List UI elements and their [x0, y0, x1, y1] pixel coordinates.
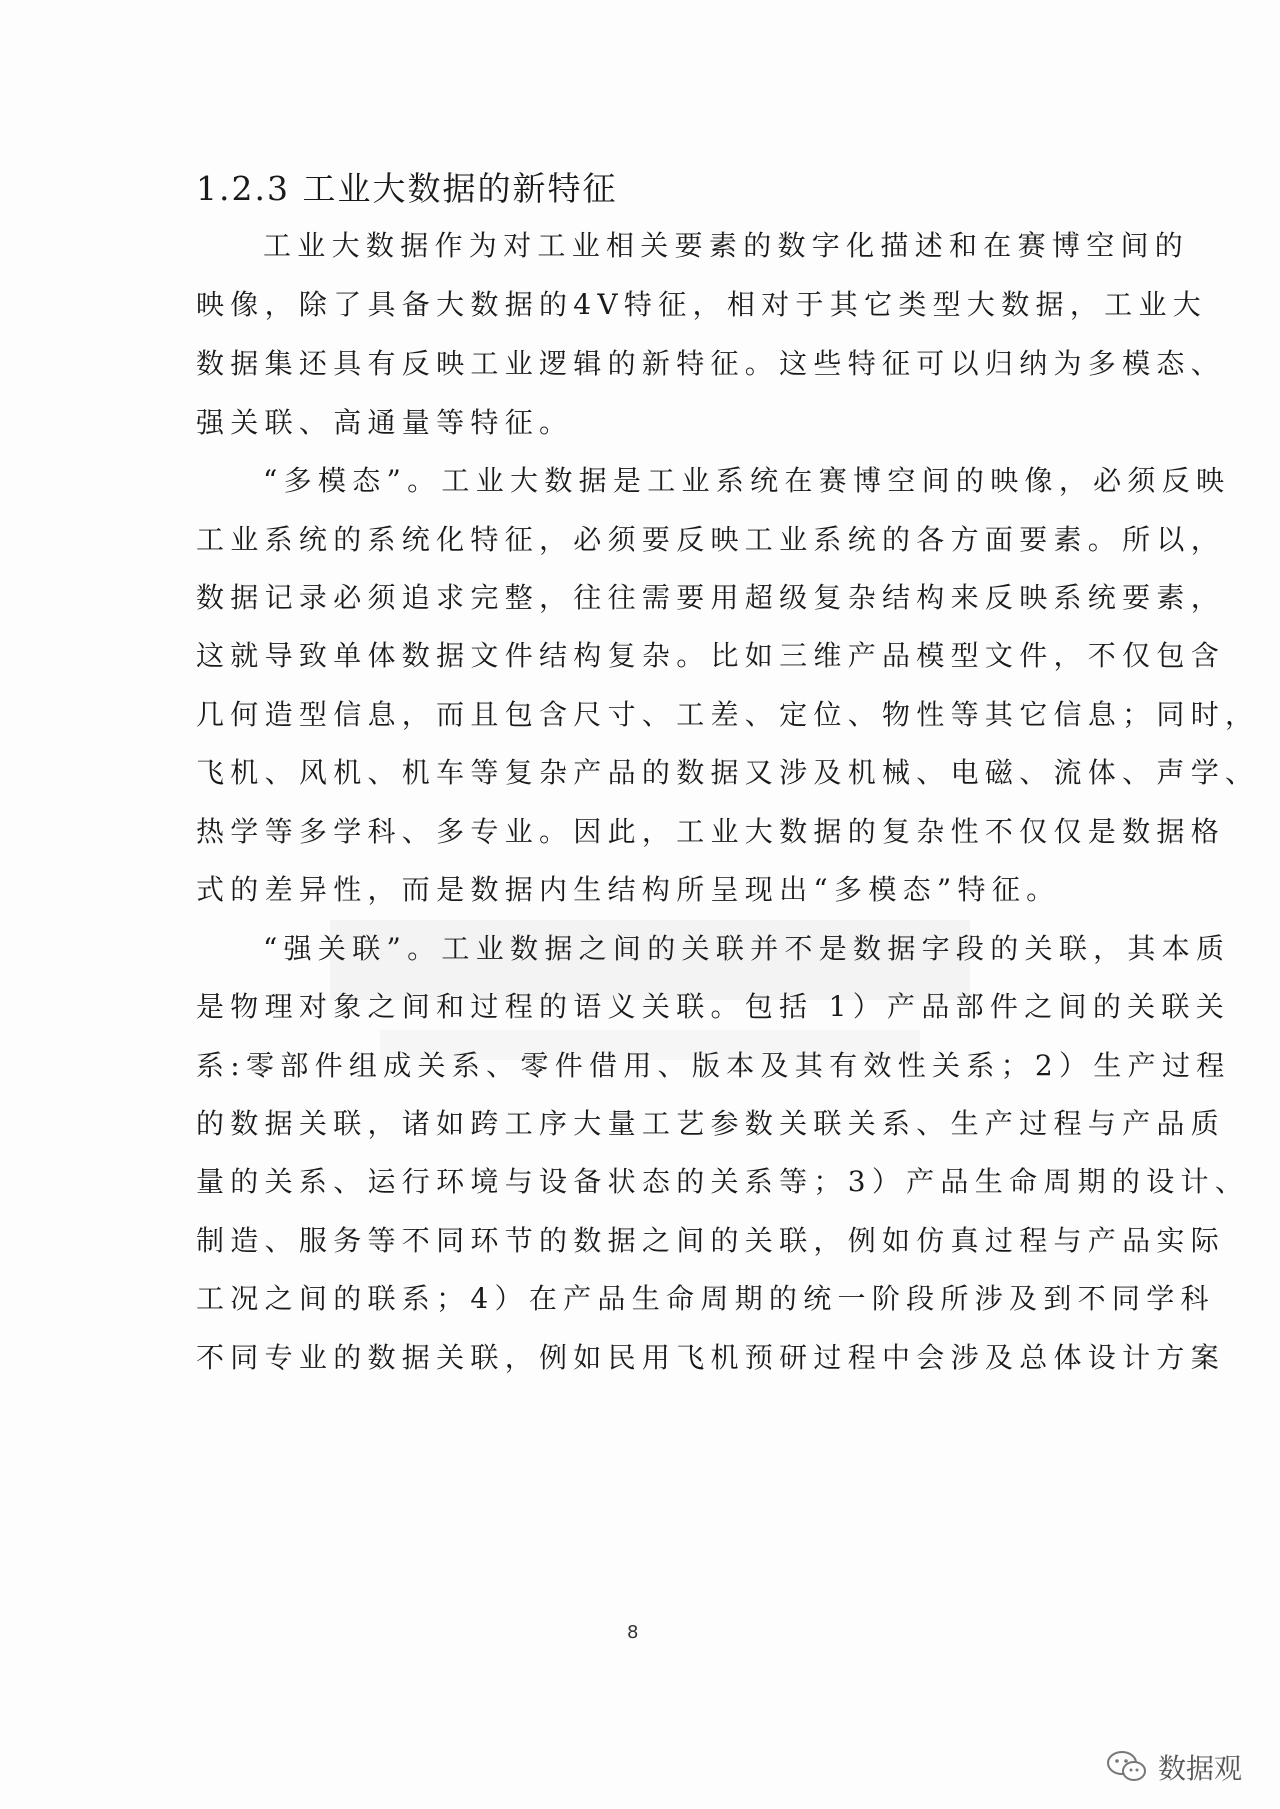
brand-name: 数据观	[1157, 1752, 1242, 1785]
text-line: 不同专业的数据关联，例如民用飞机预研过程中会涉及总体设计方案	[196, 1341, 1226, 1374]
brand-watermark	[1106, 1747, 1242, 1787]
text-line: 飞机、风机、机车等复杂产品的数据又涉及机械、电磁、流体、声学、	[196, 756, 1260, 789]
page-number: 8	[627, 1622, 639, 1643]
text-line: “强关联”。工业数据之间的关联并不是数据字段的关联，其本质	[263, 932, 1231, 965]
text-line: 工业大数据作为对工业相关要素的数字化描述和在赛博空间的	[263, 229, 1190, 262]
text-line: 几何造型信息，而且包含尺寸、工差、定位、物性等其它信息；同时，	[196, 698, 1260, 731]
section-heading: 1.2.3 工业大数据的新特征	[196, 169, 618, 208]
text-line: 量的关系、运行环境与设备状态的关系等；3）产品生命周期的设计、	[196, 1165, 1250, 1198]
wechat-icon	[1106, 1749, 1148, 1785]
text-line: 的数据关联，诸如跨工序大量工艺参数关联关系、生产过程与产品质	[196, 1107, 1226, 1140]
text-line: 映像，除了具备大数据的4V特征，相对于其它类型大数据，工业大	[196, 288, 1208, 321]
text-line: 强关联、高通量等特征。	[196, 406, 574, 439]
text-line: 工业系统的系统化特征，必须要反映工业系统的各方面要素。所以，	[196, 523, 1226, 556]
text-line: 制造、服务等不同环节的数据之间的关联，例如仿真过程与产品实际	[196, 1224, 1226, 1257]
text-line: 数据集还具有反映工业逻辑的新特征。这些特征可以归纳为多模态、	[196, 347, 1226, 380]
text-line: “多模态”。工业大数据是工业系统在赛博空间的映像，必须反映	[263, 464, 1231, 497]
text-line: 式的差异性，而是数据内生结构所呈现出“多模态”特征。	[196, 873, 1061, 906]
text-line: 数据记录必须追求完整，往往需要用超级复杂结构来反映系统要素，	[196, 581, 1226, 614]
text-line: 是物理对象之间和过程的语义关联。包括 1）产品部件之间的关联关	[196, 990, 1231, 1023]
text-line: 系:零部件组成关系、零件借用、版本及其有效性关系；2）生产过程	[196, 1049, 1231, 1082]
text-line: 热学等多学科、多专业。因此，工业大数据的复杂性不仅仅是数据格	[196, 815, 1226, 848]
text-line: 这就导致单体数据文件结构复杂。比如三维产品模型文件，不仅包含	[196, 639, 1226, 672]
text-line: 工况之间的联系；4）在产品生命周期的统一阶段所涉及到不同学科	[196, 1282, 1215, 1315]
